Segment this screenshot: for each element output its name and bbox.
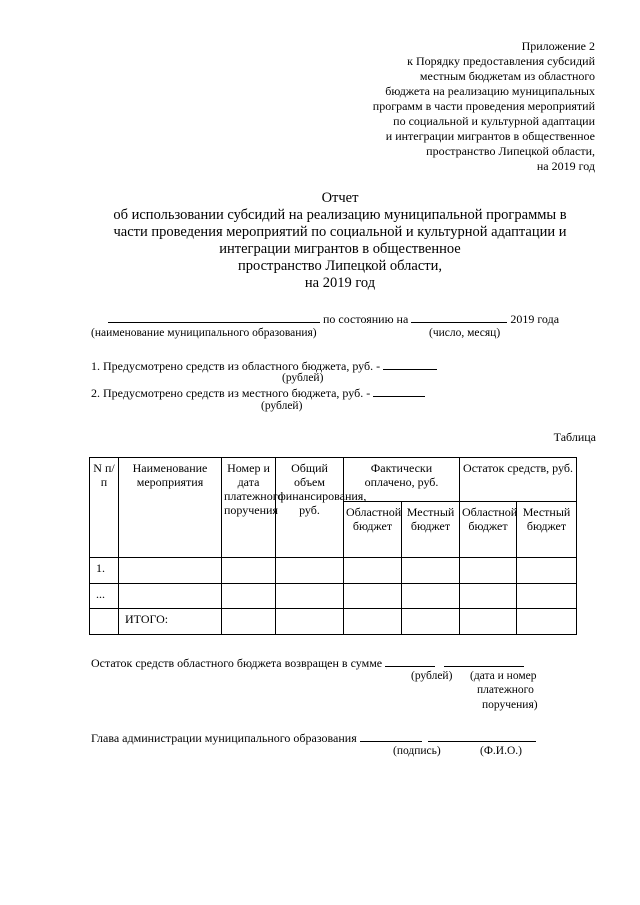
row-cell[interactable] [402,609,460,635]
table-row [90,584,577,609]
appendix-line: программ в части проведения мероприятий [372,99,595,113]
local-funds-blank[interactable] [373,385,425,397]
table-header-row [90,458,577,502]
header-payment: Номер и дата платежного поручения [222,458,276,558]
regional-funds-label: 1. Предусмотрено средств из областного бюджета, руб. - [91,359,381,373]
header-total: Общий объем финансирования, руб. [276,458,344,558]
regional-funds-blank[interactable] [383,358,437,370]
appendix-line: местным бюджетам из областного [419,69,595,83]
table-row [90,558,577,584]
row-cell[interactable] [222,609,276,635]
date-blank[interactable] [411,311,507,323]
refund-sum-blank[interactable] [385,655,435,667]
header-balance-local: Местный бюджет [517,502,577,558]
refund-date-blank[interactable] [444,655,524,667]
row-name[interactable] [119,558,222,584]
title-line: части проведения мероприятий по социальной и культурной адаптации и [113,224,567,240]
row-cell[interactable] [344,609,402,635]
local-funds-label: 2. Предусмотрено средств из местного бюджета, руб. - [91,386,371,400]
refund-label: Остаток средств областного бюджета возвращен в сумме [91,656,383,670]
appendix-line: по социальной и культурной адаптации [393,114,595,128]
fio-blank[interactable] [428,730,536,742]
title-line: на 2019 год [304,275,376,291]
row-num: 1. [90,558,119,584]
row-cell[interactable] [276,609,344,635]
status-line [108,311,559,327]
report-table [89,457,577,635]
row-name[interactable] [119,584,222,609]
signature-line [91,730,536,746]
report-title [80,190,600,292]
refund-date-caption: (дата и номер [470,670,537,682]
local-funds-line [91,385,425,401]
title-line: пространство Липецкой области, [238,258,442,274]
refund-line [91,655,524,671]
row-cell[interactable] [402,558,460,584]
refund-date-caption: платежного [477,684,534,696]
table-label: Таблица [553,430,596,444]
row-cell[interactable] [276,584,344,609]
row-cell[interactable] [222,584,276,609]
row-num [90,609,119,635]
appendix-line: к Порядку предоставления субсидий [407,54,595,68]
row-cell[interactable] [517,558,577,584]
title-line: Отчет [321,190,359,206]
title-line: об использовании субсидий на реализацию муниципальной программы в [113,207,567,223]
refund-rub-caption: (рублей) [411,670,453,682]
title-line: интеграции мигрантов в общественное [219,241,461,257]
municipality-caption: (наименование муниципального образования) [91,327,317,339]
municipality-blank[interactable] [108,311,320,323]
row-cell[interactable] [344,558,402,584]
row-cell[interactable] [222,558,276,584]
row-cell[interactable] [517,609,577,635]
row-cell[interactable] [460,558,517,584]
refund-date-caption: поручения) [482,699,538,711]
fio-caption: (Ф.И.О.) [480,745,522,757]
year-label: 2019 года [510,312,560,326]
date-caption: (число, месяц) [429,327,501,339]
table-total-row [90,609,577,635]
header-balance: Остаток средств, руб. [460,458,577,502]
regional-funds-line [91,358,437,374]
row-num: ... [90,584,119,609]
appendix-line: на 2019 год [536,159,595,173]
row-cell[interactable] [344,584,402,609]
signature-label: Глава администрации муниципального образования [91,731,357,745]
signature-caption: (подпись) [393,745,441,757]
header-num: N п/п [90,458,119,558]
signature-blank[interactable] [360,730,422,742]
row-cell[interactable] [517,584,577,609]
total-label: ИТОГО: [119,609,222,635]
appendix-line: Приложение 2 [521,39,595,53]
header-paid-local: Местный бюджет [402,502,460,558]
appendix-line: пространство Липецкой области, [426,144,595,158]
row-cell[interactable] [460,584,517,609]
row-cell[interactable] [276,558,344,584]
header-balance-regional: Областной бюджет [460,502,517,558]
header-event: Наименование мероприятия [119,458,222,558]
row-cell[interactable] [460,609,517,635]
as-of-label: по состоянию на [323,312,409,326]
local-funds-caption: (рублей) [261,400,303,412]
appendix-line: бюджета на реализацию муниципальных [385,84,595,98]
header-paid: Фактически оплачено, руб. [344,458,460,502]
regional-funds-caption: (рублей) [282,372,324,384]
appendix-line: и интеграции мигрантов в общественное [385,129,595,143]
appendix-header [373,39,595,174]
header-paid-regional: Областной бюджет [344,502,402,558]
row-cell[interactable] [402,584,460,609]
